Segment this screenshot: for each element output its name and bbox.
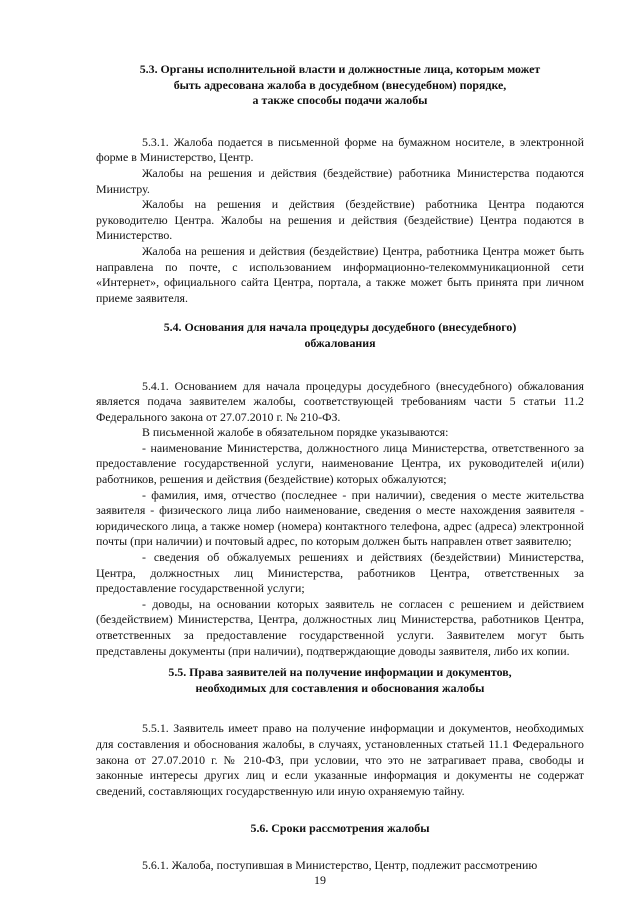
section-5-4-heading [96,320,584,351]
paragraph-5-3-1: 5.3.1. Жалоба подается в письменной форме на бумажном носителе, в электронной форме в Министерство, Центр. [96,134,584,165]
section-5-5-heading [96,665,584,696]
list-item: - наименование Министерства, должностного лица Министерства, ответственного за предоставление государственной услуги, наименование Центра, их руководителей и(или) работников, решения и действия (бездействие) которых обжалуются; [96,440,584,487]
list-item: - сведения об обжалуемых решениях и действиях (бездействии) Министерства, Центра, должностных лиц Министерства, работников Центра, ответственных за предоставление государственной услуги; [96,550,584,596]
heading-line: 5.4. Основания для начала процедуры досудебного (внесудебного) [163,320,517,335]
heading-line: необходимых для составления и обоснования жалобы [195,680,485,695]
heading-line: 5.5. Права заявителей на получение информации и документов, [168,665,512,680]
page-number: 19 [314,873,326,887]
paragraph: Жалобы на решения и действия (бездействие) работника Министерства подаются Министру. [96,165,584,196]
heading-line: 5.3. Органы исполнительной власти и должностные лица, которым может [139,62,541,76]
list-item: - доводы, на основании которых заявитель не согласен с решением и действием (бездействием) Министерства, Центра, должностных лиц Министерства, работников Центра, ответственных за предоставление государственной услуги. Заявителем могут быть представлены документы (при наличии), подтверждающие доводы заявителя, либо их копии. [96,596,584,658]
heading-line: быть адресована жалоба в досудебном (внесудебном) порядке, [173,77,507,92]
paragraph-5-4-1: 5.4.1. Основанием для начала процедуры досудебного (внесудебного) обжалования является подача заявителем жалобы, соответствующей требованиям части 5 статьи 11.2 Федерального закона от 27.07.2010 г. № 210-ФЗ. [96,378,584,424]
heading-line: а также способы подачи жалобы [252,93,428,108]
paragraph-5-6-1: 5.6.1. Жалоба, поступившая в Министерство, Центр, подлежит рассмотрению [142,857,538,872]
paragraph: Жалобы на решения и действия (бездействие) работника Центра подаются руководителю Центра. Жалобы на решения и действия (бездействие) Центра подаются в Министерство. [96,197,584,243]
list-item: - фамилия, имя, отчество (последнее - при наличии), сведения о месте жительства заявителя - физического лица либо наименование, сведения о месте нахождения заявителя - юридического лица, а также номер (номера) контактного телефона, адрес (адреса) электронной почты (при наличии) и почтовый адрес, по которым должен быть направлен ответ заявителю; [96,487,584,549]
heading-line: 5.6. Сроки рассмотрения жалобы [250,821,430,836]
heading-line: обжалования [304,335,376,350]
paragraph: Жалоба на решения и действия (бездействие) Центра, работника Центра может быть направлена по почте, с использованием информационно-телекоммуникационной сети «Интернет», официального сайта Центра, портала, а также может быть принята при личном приеме заявителя. [96,243,584,305]
section-5-6-heading [96,821,584,837]
paragraph-5-5-1: 5.5.1. Заявитель имеет право на получение информации и документов, необходимых для составления и обоснования жалобы, в случаях, установленных статьей 11.1 Федерального закона от 27.07.2010 г. № 210-ФЗ, при условии, что это не затрагивает права, свободы и законные интересы других лиц и если указанные информация и документы не содержат сведений, составляющих государственную или иную охраняемую тайну. [96,721,584,798]
section-5-3-heading [96,62,584,109]
paragraph: В письменной жалобе в обязательном порядке указываются: [142,425,449,440]
